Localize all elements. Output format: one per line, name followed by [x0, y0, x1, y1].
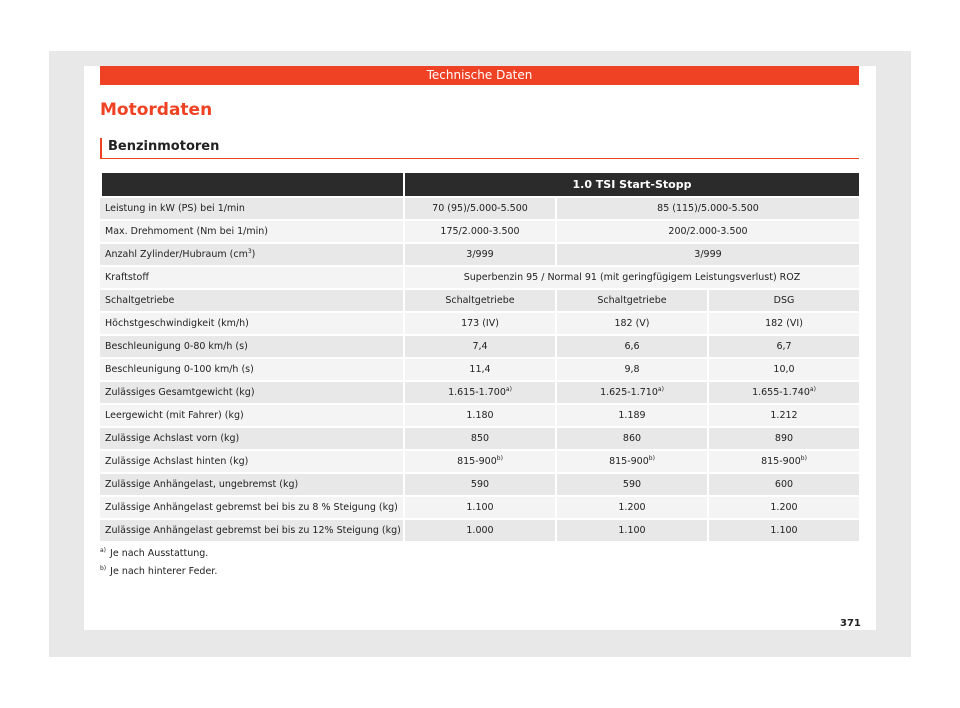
table-cell: 1.212	[707, 405, 859, 426]
footnote-ref: a)	[809, 386, 816, 393]
row-label: Leergewicht (mit Fahrer) (kg)	[100, 405, 403, 426]
table-cell: 10,0	[707, 359, 859, 380]
table-cell: 1.200	[707, 497, 859, 518]
table-cell: 1.615-1.700$^{a)}$	[403, 382, 555, 403]
row-label: Zulässiges Gesamtgewicht (kg)	[100, 382, 403, 403]
footnote-ref: b)	[800, 455, 807, 462]
table-cell: DSG	[707, 290, 859, 311]
row-label: Max. Drehmoment (Nm bei 1/min)	[100, 221, 403, 242]
table-row	[100, 267, 859, 288]
table-cell: 590	[403, 474, 555, 495]
table-cell: 11,4	[403, 359, 555, 380]
footnote-mark: b)	[100, 565, 107, 572]
row-label: Beschleunigung 0-100 km/h (s)	[100, 359, 403, 380]
table-header-blank	[100, 173, 403, 196]
table-row	[100, 428, 859, 449]
table-header-row	[100, 173, 859, 196]
table-row	[100, 520, 859, 541]
table-cell: 1.625-1.710$^{a)}$	[555, 382, 707, 403]
table-cell: 182 (VI)	[707, 313, 859, 334]
table-cell: 815-900$^{b)}$	[555, 451, 707, 472]
table-cell: Schaltgetriebe	[555, 290, 707, 311]
page-subtitle: Benzinmotoren	[100, 138, 859, 159]
footnote-ref: a)	[657, 386, 664, 393]
table-cell: 6,7	[707, 336, 859, 357]
table-cell: 1.100	[403, 497, 555, 518]
footnote	[100, 548, 208, 559]
table-row	[100, 313, 859, 334]
footnote-text: Je nach hinterer Feder.	[110, 566, 218, 577]
row-label: Zulässige Achslast vorn (kg)	[100, 428, 403, 449]
footnote-ref: b)	[496, 455, 503, 462]
table-cell: 1.189	[555, 405, 707, 426]
table-row	[100, 244, 859, 265]
table-row	[100, 382, 859, 403]
footnote-mark: a)	[100, 547, 107, 554]
row-label: Schaltgetriebe	[100, 290, 403, 311]
row-label: Zulässige Achslast hinten (kg)	[100, 451, 403, 472]
page-number: 371	[840, 618, 861, 629]
table-cell: 815-900$^{b)}$	[707, 451, 859, 472]
row-label: Zulässige Anhängelast gebremst bei bis zu 8 % Steigung (kg)	[100, 497, 403, 518]
footnote-text: Je nach Ausstattung.	[110, 548, 209, 559]
engine-name: 1.0 TSI Start-Stopp	[403, 173, 859, 196]
table-cell: 1.655-1.740$^{a)}$	[707, 382, 859, 403]
table-cell: 85 (115)/5.000-5.500	[555, 198, 859, 219]
row-label: Anzahl Zylinder/Hubraum $(cm^3)$	[100, 244, 403, 265]
page-title: Motordaten	[100, 100, 213, 120]
table-cell: 7,4	[403, 336, 555, 357]
row-label: Leistung in kW (PS) bei 1/min	[100, 198, 403, 219]
table-cell: 70 (95)/5.000-5.500	[403, 198, 555, 219]
table-cell: 860	[555, 428, 707, 449]
table-cell: 200/2.000-3.500	[555, 221, 859, 242]
table-cell: Schaltgetriebe	[403, 290, 555, 311]
table-cell: 1.100	[555, 520, 707, 541]
table-cell: 850	[403, 428, 555, 449]
engine-data-table	[100, 171, 859, 543]
table-cell: 173 (IV)	[403, 313, 555, 334]
table-cell: 3/999	[555, 244, 859, 265]
table-cell: 3/999	[403, 244, 555, 265]
row-label: Höchstgeschwindigkeit (km/h)	[100, 313, 403, 334]
table-cell: 182 (V)	[555, 313, 707, 334]
table-row	[100, 474, 859, 495]
table-cell: 1.100	[707, 520, 859, 541]
table-cell: 600	[707, 474, 859, 495]
table-cell: 590	[555, 474, 707, 495]
table-row	[100, 497, 859, 518]
row-label: Kraftstoff	[100, 267, 403, 288]
row-label: Zulässige Anhängelast gebremst bei bis zu 12% Steigung (kg)	[100, 520, 403, 541]
table-cell: 815-900$^{b)}$	[403, 451, 555, 472]
table-row	[100, 451, 859, 472]
row-label-superscript: 3	[247, 248, 252, 255]
table-row	[100, 359, 859, 380]
table-cell: 6,6	[555, 336, 707, 357]
table-row	[100, 221, 859, 242]
table-cell: 890	[707, 428, 859, 449]
table-cell: 9,8	[555, 359, 707, 380]
footnote-ref: a)	[505, 386, 512, 393]
footnote-ref: b)	[648, 455, 655, 462]
table-cell: 1.200	[555, 497, 707, 518]
row-label: Beschleunigung 0-80 km/h (s)	[100, 336, 403, 357]
table-row	[100, 198, 859, 219]
table-row	[100, 290, 859, 311]
table-cell: 175/2.000-3.500	[403, 221, 555, 242]
table-cell: Superbenzin 95 / Normal 91 (mit geringfügigem Leistungsverlust) ROZ	[403, 267, 859, 288]
table-cell: 1.180	[403, 405, 555, 426]
table-row	[100, 405, 859, 426]
table-cell: 1.000	[403, 520, 555, 541]
table-row	[100, 336, 859, 357]
section-header: Technische Daten	[100, 66, 859, 85]
footnote	[100, 566, 217, 577]
row-label: Zulässige Anhängelast, ungebremst (kg)	[100, 474, 403, 495]
